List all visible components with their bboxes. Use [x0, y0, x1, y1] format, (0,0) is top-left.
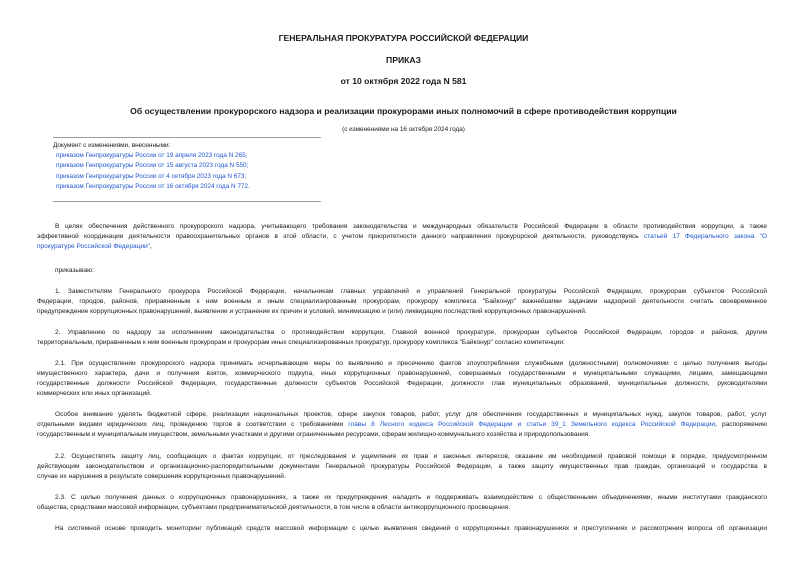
amendments-intro: Документ с изменениями, внесенными:	[53, 142, 171, 149]
order-word: приказываю:	[55, 267, 94, 274]
changes-bottom-divider	[53, 201, 321, 202]
item-1-paragraph: 1. Заместителям Генерального прокурора Российской Федерации, начальникам главных управлений и управлений Генеральной прокуратуры Российской Федерации, прокурорам субъектов Российской Федерации, городов, районов, приравненным к ним военным и иным специализированным прокурорам, прокурору комплекса "Байконур" важнейшими задачами надзорной деятельности считать своевременное предупреждение коррупционных правонарушений, выявление и устранение их причин и условий, минимизацию и (или) ликвидацию последствий коррупционных правонарушений.	[37, 288, 767, 315]
issuer-org: ГЕНЕРАЛЬНАЯ ПРОКУРАТУРА РОССИЙСКОЙ ФЕДЕРАЦИИ	[278, 33, 529, 43]
amendment-link-4[interactable]: приказом Генпрокуратуры России от 16 октября 2024 года N 772.	[56, 182, 250, 190]
document-type: ПРИКАЗ	[386, 55, 421, 65]
law-link-article-17[interactable]: статьей 17 Федерального закона "О	[643, 232, 767, 240]
amendment-link-1[interactable]: приказом Генпрокуратуры России от 19 апреля 2023 года N 265;	[56, 152, 248, 160]
item-2-paragraph: 2. Управлению по надзору за исполнением законодательства о противодействии коррупции, Главной военной прокуратуре, прокурорам субъектов Российской Федерации, городов и районов, другим территориальным, приравненным к ним военным прокурорам и прокурорам иных специализированных прокуратур, прокурору комплекса "Байконур" согласно компетенции:	[37, 329, 767, 346]
preamble-paragraph: В целях обеспечения действенного прокурорского надзора, учитывающего требования законодательства и международных обязательств Российской Федерации в области противодействия коррупции, а также эффективной координации деятельности правоохранительных органов в этой области, с учетом приоритетности данного направления прокурорской деятельности, руководствуясь статьей 17 Федерального закона "О прокуратуре Российской Федерации",	[37, 223, 767, 250]
item-2-1-paragraph: 2.1. При осуществлении прокурорского надзора принимать исчерпывающие меры по выявлению и пресечению фактов злоупотребления служебными (должностными) полномочиями с целью получения выгоды имущественного характера, дачи и получения взяток, коммерческого подкупа, иных коррупционных правонарушений, совершаемых государственными и муниципальными служащими, лицами, замещающими государственные должности Российской Федерации, государственные должности субъектов Российской Федерации, должности глав муниципальных образований, муниципальные должности, руководителями коммерческих или иных организаций.	[37, 360, 767, 397]
amendments-block	[53, 141, 250, 192]
amendment-link-3[interactable]: приказом Генпрокуратуры России от 4 октября 2023 года N 673;	[56, 172, 247, 180]
document-title: Об осуществлении прокурорского надзора и реализации прокурорами иных полномочий в сфере противодействия коррупции	[130, 106, 677, 116]
law-link-article-17-cont[interactable]: прокуратуре Российской Федерации"	[37, 242, 150, 250]
monitoring-paragraph: На системной основе проводить мониторинг публикаций средств массовой информации с целью выявления сведений о коррупционных правонарушениях и преступлениях и рассмотрения вопроса об организации	[55, 525, 767, 532]
amendment-link-2[interactable]: приказом Генпрокуратуры России от 15 августа 2023 года N 550;	[56, 162, 249, 170]
special-attention-paragraph: Особое внимание уделять бюджетной сфере, реализации национальных проектов, сфере закупок товаров, работ, услуг для обеспечения государственных и муниципальных нужд, закупок товаров, работ, услуг отдельными видами юридических лиц, проведению торгов в соответствии с требованиями главы 8 Лесного кодекса Российской Федерации и статьи 39_1 Земельного кодекса Российской Федерации, распоряжению государственным и муниципальным имуществом, земельными участками и другими ограниченными ресурсами, сферам жилищно-коммунального хозяйства и природопользования.	[37, 411, 767, 438]
item-2-2-paragraph: 2.2. Осуществлять защиту лиц, сообщающих о фактах коррупции, от преследования и ущемления их прав и законных интересов, оказание им необходимой правовой помощи в порядке, предусмотренном действующим законодательством и организационно-распорядительными документами Генеральной прокуратуры Российской Федерации, а также защиту имущественных прав граждан, организаций и государства в случае их нарушения в результате совершения коррупционных правонарушений.	[37, 453, 767, 480]
law-link-forest-land-codes[interactable]: главы 8 Лесного кодекса Российской Федерации и статьи 39_1 Земельного кодекса Российской Федерации	[348, 420, 716, 428]
edition-note: (с изменениями на 16 октября 2024 года)	[342, 126, 465, 133]
document-date-number: от 10 октября 2022 года N 581	[340, 76, 467, 86]
changes-top-divider	[53, 137, 321, 138]
item-2-3-paragraph: 2.3. С целью получения данных о коррупционных правонарушениях, а также их предупреждения наладить и поддерживать взаимодействие с общественными объединениями, иными институтами гражданского общества, средствами массовой информации, субъектами предпринимательской деятельности, в том числе в области антикоррупционного просвещения.	[37, 494, 767, 511]
